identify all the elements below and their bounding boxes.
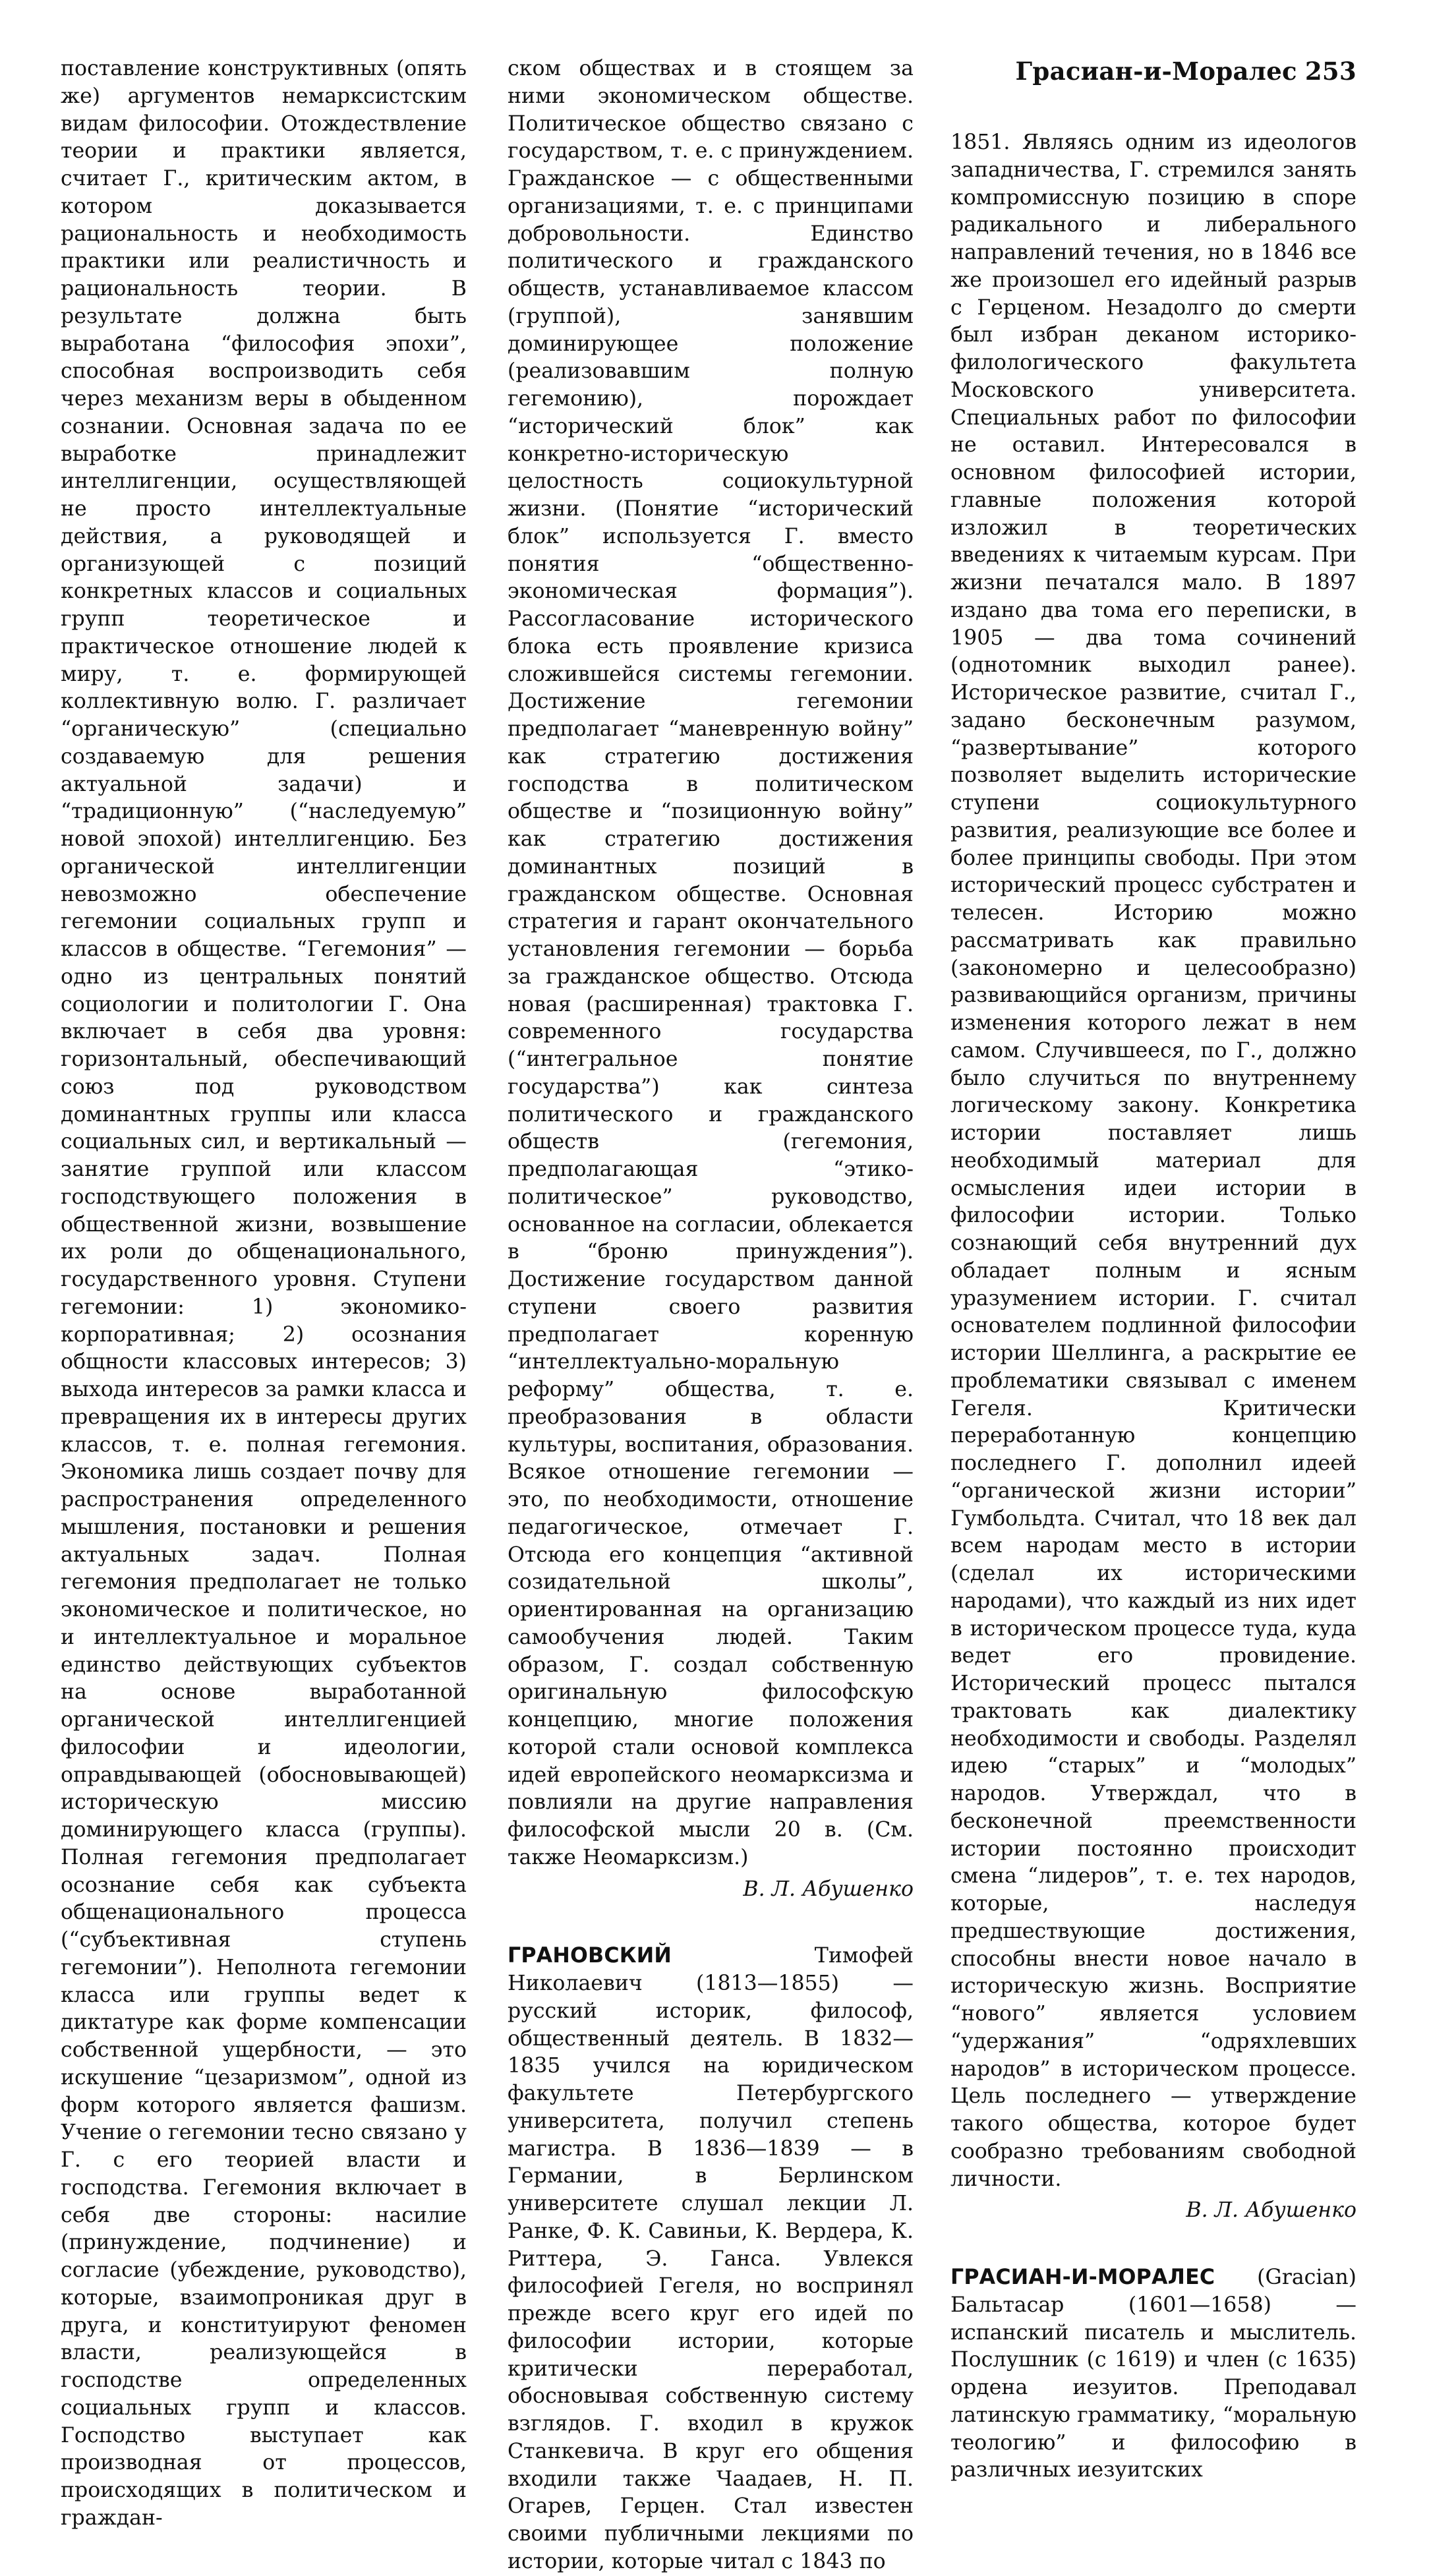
- entry-text: Тимофей Николаевич (1813—1855) — русский историк, философ, общественный деятель. В 1832—1835 учился на юридическом факультете Петербургского университета, получил степень магистра. В 1836—1839 — в Германии, в Берлинском университете слушал лекции Л. Ранке, Ф. К. Савиньи, К. Вердера, К. Риттера, Э. Ганса. Увлекся философией Гегеля, но воспринял прежде всего круг его идей по философии истории, которые критически переработал, обосновывая собственную систему взглядов. Г. входил в кружок Станкевича. В круг его общения входили также Чаадаев, Н. П. Огарев, Герцен. Стал известен своими публичными лекциями по истории, которые читал с 1843 по: [508, 1944, 914, 2573]
- entry-grasian: [950, 2264, 1356, 2484]
- running-title: Грасиан-и-Моралес: [1015, 57, 1297, 86]
- entry-text: (Gracian) Бальтасар (1601—1658) — испанский писатель и мыслитель. Послушник (с 1619) и член (с 1635) ордена иезуитов. Преподавал латинскую грамматику, “моральную теологию” и философию в различных иезуитских: [950, 2266, 1356, 2482]
- column-right: [950, 129, 1356, 2484]
- entry-granovsky: [508, 1943, 914, 2575]
- running-header: [1016, 57, 1356, 86]
- page-number: 253: [1304, 57, 1356, 86]
- article-paragraph: ском обществах и в стоящем за ними экономическом обществе. Политическое общество связано с государством, т. е. с принуждением. Гражданское — с общественными организациями, т. е. с принципами добровольности. Единство политического и гражданского обществ, устанавливаемое классом (группой), занявшим доминирующее положение (реализовавшим полную гегемонию), порождает “исторический блок” как конкретно-историческую целостность социокультурной жизни. (Понятие “исторический блок” используется Г. вместо понятия “общественно-экономическая формация”). Рассогласование исторического блока есть проявление кризиса сложившейся системы гегемонии. Достижение гегемонии предполагает “маневренную войну” как стратегию достижения господства в политическом обществе и “позиционную войну” как стратегию достижения доминантных позиций в гражданском обществе. Основная стратегия и гарант окончательного установления гегемонии — борьба за гражданское общество. Отсюда новая (расширенная) трактовка Г. современного государства (“интегральное понятие государства”) как синтеза политического и гражданского обществ (гегемония, предполагающая “этико-политическое” руководство, основанное на согласии, облекается в “броню принуждения”). Достижение государством данной ступени своего развития предполагает коренную “интеллектуально-моральную реформу” общества, т. е. преобразования в области культуры, воспитания, образования. Всякое отношение гегемонии — это, по необходимости, отношение педагогическое, отмечает Г. Отсюда его концепция “активной созидательной школы”, ориентированная на организацию самообучения людей. Таким образом, Г. создал собственную оригинальную философскую концепцию, многие положения которой стали основой комплекса идей европейского неомарксизма и повлияли на другие направления философской мысли 20 в. (См. также Неомарксизм.): [508, 57, 914, 1869]
- entry-headword: ГРАНОВСКИЙ: [508, 1944, 672, 1968]
- author-signature: В. Л. Абушенко: [743, 1877, 914, 1901]
- entry-headword: ГРАСИАН-И-МОРАЛЕС: [950, 2266, 1215, 2289]
- column-middle: [508, 55, 914, 2576]
- article-paragraph: поставление конструктивных (опять же) аргументов немарксистским видам философии. Отождествление теории и практики является, считает Г., критическим актом, в котором доказывается рациональность и необходимость практики или реалистичность и рациональность теории. В результате должна быть выработана “философия эпохи”, способная воспроизводить себя через механизм веры в обыденном сознании. Основная задача по ее выработке принадлежит интеллигенции, осуществляющей не просто интеллектуальные действия, а руководящей и организующей с позиций конкретных классов и социальных групп теоретическое и практическое отношение людей к миру, т. е. формирующей коллективную волю. Г. различает “органическую” (специально создаваемую для решения актуальной задачи) и “традиционную” (“наследуемую” новой эпохой) интеллигенцию. Без органической интеллигенции невозможно обеспечение гегемонии социальных групп и классов в обществе. “Гегемония” — одно из центральных понятий социологии и политологии Г. Она включает в себя два уровня: горизонтальный, обеспечивающий союз под руководством доминантных группы или класса социальных сил, и вертикальный — занятие группой или классом господствующего положения в общественной жизни, возвышение их роли до общенационального, государственного уровня. Ступени гегемонии: 1) экономико-корпоративная; 2) осознания общности классовых интересов; 3) выхода интересов за рамки класса и превращения их в интересы других классов, т. е. полная гегемония. Экономика лишь создает почву для распространения определенного мышления, постановки и решения актуальных задач. Полная гегемония предполагает не только экономическое и политическое, но и интеллектуальное и моральное единство действующих субъектов на основе выработанной органической интеллигенцией философии и идеологии, оправдывающей (обосновывающей) историческую миссию доминирующего класса (группы). Полная гегемония предполагает осознание себя как субъекта общенационального процесса (“субъективная ступень гегемонии”). Неполнота гегемонии класса или группы ведет к диктатуре как форме компенсации собственной ущербности, — это искушение “цезаризмом”, одной из форм которого является фашизм. Учение о гегемонии тесно связано у Г. с его теорией власти и господства. Гегемония включает в себя две стороны: насилие (принуждение, подчинение) и согласие (убеждение, руководство), которые, взаимопроникая друг в друга, и конституируют феномен власти, реализующейся в господстве определенных социальных групп и классов. Господство выступает как производная от процессов, происходящих в политическом и граждан-: [61, 57, 467, 2530]
- article-paragraph: 1851. Являясь одним из идеологов западничества, Г. стремился занять компромиссную позицию в споре радикального и либерального направлений течения, но в 1846 все же произошел его идейный разрыв с Герценом. Незадолго до смерти был избран деканом историко-филологического факультета Московского университета. Специальных работ по философии не оставил. Интересовался в основном философией истории, главные положения которой изложил в теоретических введениях к читаемым курсам. При жизни печатался мало. В 1897 издано два тома его переписки, в 1905 — два тома сочинений (однотомник выходил ранее). Историческое развитие, считал Г., задано бесконечным разумом, “развертывание” которого позволяет выделить исторические ступени социокультурного развития, реализующие все более и более принципы свободы. При этом исторический процесс субстратен и телесен. Историю можно рассматривать как правильно (закономерно и целесообразно) развивающийся организм, причины изменения которого лежат в нем самом. Случившееся, по Г., должно было случиться по внутреннему логическому закону. Конкретика истории поставляет лишь необходимый материал для осмысления идеи истории в философии истории. Только сознающий себя внутренний дух обладает полным и ясным уразумением истории. Г. считал основателем подлинной философии истории Шеллинга, а раскрытие ее проблематики связывал с именем Гегеля. Критически переработанную концепцию последнего Г. дополнил идеей “органической жизни истории” Гумбольдта. Считал, что 18 век дал всем народам место в истории (сделал их историческими народами), что каждый из них идет в историческом процессе туда, куда ведет его провидение. Исторический процесс пытался трактовать как диалектику необходимости и свободы. Разделял идею “старых” и “молодых” народов. Утверждал, что в бесконечной преемственности истории постоянно происходит смена “лидеров”, т. е. тех народов, которые, наследуя предшествующие достижения, способны внести новое начало в историческую жизнь. Восприятие “нового” является условием “удержания” “одряхлевших народов” в историческом процессе. Цель последнего — утверждение такого общества, которое будет сообразно требованиям свободной личности.: [950, 131, 1356, 2191]
- author-signature: В. Л. Абушенко: [1186, 2198, 1356, 2223]
- column-left: [61, 55, 467, 2532]
